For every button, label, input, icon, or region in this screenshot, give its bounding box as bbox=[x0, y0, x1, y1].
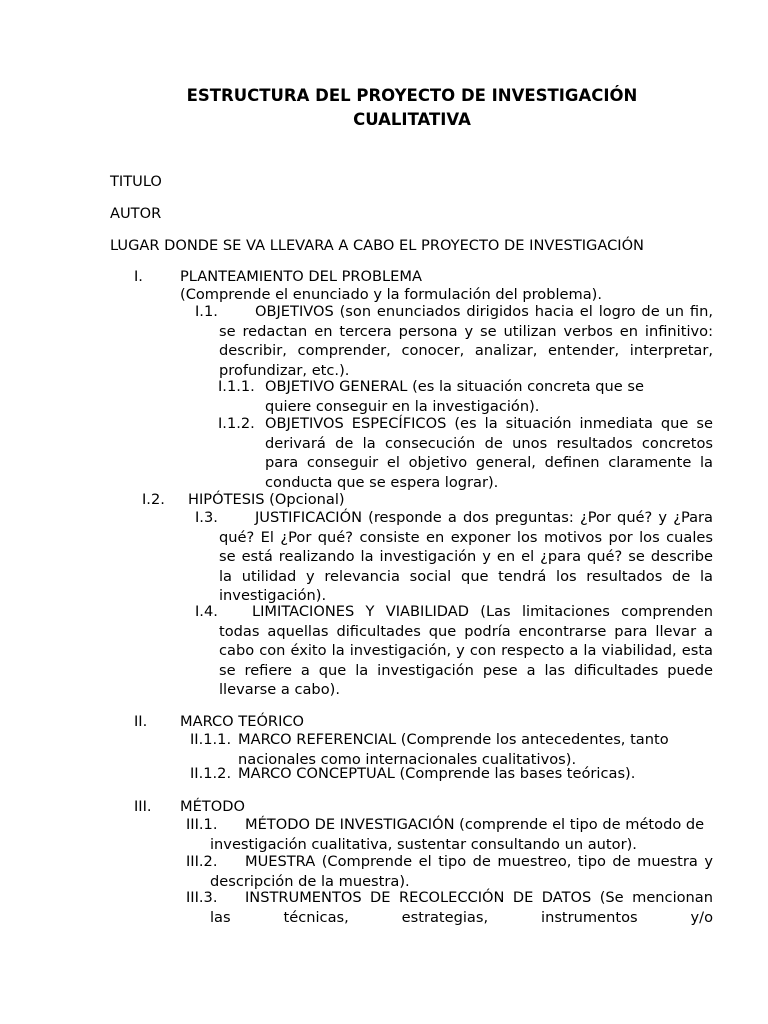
item-1-3-number: I.3. bbox=[195, 509, 218, 526]
item-1-1-1-number: I.1.1. bbox=[218, 378, 255, 395]
item-1-1-2-text: OBJETIVOS ESPECÍFICOS (es la situación inmediata que se derivará de la consecución de unos resultados concretos para conseguir el objetivo general, definen claramente la conducta que se espera lograr). bbox=[265, 415, 713, 491]
item-3-1 bbox=[186, 815, 713, 854]
header-autor: AUTOR bbox=[110, 205, 162, 222]
item-1-1 bbox=[195, 302, 713, 380]
section-2-heading: MARCO TEÓRICO bbox=[180, 713, 305, 730]
item-1-2-text: HIPÓTESIS (Opcional) bbox=[188, 491, 345, 508]
section-1-number: I. bbox=[134, 268, 143, 285]
item-1-4-text: LIMITACIONES Y VIABILIDAD (Las limitaciones comprenden todas aquellas dificultades que podría encontrarse para llevar a cabo con éxito la investigación, y con respecto a la viabilidad, esta se refiere a que la investigación pese a las dificultades puede llevarse a cabo). bbox=[219, 603, 713, 698]
item-2-1-1-text: MARCO REFERENCIAL (Comprende los antecedentes, tanto nacionales como internacionales cualitativos). bbox=[238, 731, 669, 768]
item-2-1-2-text: MARCO CONCEPTUAL (Comprende las bases teóricas). bbox=[238, 765, 636, 782]
item-3-3-text: INSTRUMENTOS DE RECOLECCIÓN DE DATOS (Se mencionan las técnicas, estrategias, instrumentos y/o bbox=[210, 889, 713, 926]
item-1-2-number: I.2. bbox=[142, 491, 165, 508]
item-3-2-text: MUESTRA (Comprende el tipo de muestreo, tipo de muestra y descripción de la muestra). bbox=[210, 853, 713, 890]
item-1-1-number: I.1. bbox=[195, 303, 218, 320]
item-1-2 bbox=[142, 490, 688, 510]
document-title bbox=[110, 84, 714, 132]
section-1-heading: PLANTEAMIENTO DEL PROBLEMA bbox=[180, 268, 422, 285]
section-2-number: II. bbox=[134, 713, 148, 730]
section-3-heading: MÉTODO bbox=[180, 798, 245, 815]
item-1-4-number: I.4. bbox=[195, 603, 218, 620]
title-line-2: CUALITATIVA bbox=[353, 110, 471, 129]
item-1-1-1 bbox=[218, 377, 713, 416]
item-3-3-number: III.3. bbox=[186, 889, 218, 906]
section-3-number: III. bbox=[134, 798, 152, 815]
item-3-1-text: MÉTODO DE INVESTIGACIÓN (comprende el tipo de método de investigación cualitativa, sustentar consultando un autor). bbox=[210, 816, 705, 853]
item-2-1-1-number: II.1.1. bbox=[190, 731, 232, 748]
item-3-3 bbox=[186, 888, 713, 927]
section-1-note: (Comprende el enunciado y la formulación del problema). bbox=[180, 286, 603, 303]
header-titulo: TITULO bbox=[110, 173, 162, 190]
item-1-4 bbox=[195, 602, 713, 700]
item-3-1-number: III.1. bbox=[186, 816, 218, 833]
item-1-3-text: JUSTIFICACIÓN (responde a dos preguntas: ¿Por qué? y ¿Para qué? El ¿Por qué? consiste en exponer los motivos por los cuales se está realizando la investigación y en el ¿para qué? se describe la utilidad y relevancia social que tendrá los resultados de la investigación). bbox=[219, 509, 713, 604]
item-3-2-number: III.2. bbox=[186, 853, 218, 870]
header-lugar: LUGAR DONDE SE VA LLEVARA A CABO EL PROYECTO DE INVESTIGACIÓN bbox=[110, 237, 644, 254]
item-1-3 bbox=[195, 508, 713, 606]
item-2-1-2-number: II.1.2. bbox=[190, 765, 232, 782]
item-1-1-2 bbox=[218, 414, 713, 492]
item-3-2 bbox=[186, 852, 713, 891]
item-1-1-2-number: I.1.2. bbox=[218, 415, 255, 432]
item-1-1-text: OBJETIVOS (son enunciados dirigidos hacia el logro de un fin, se redactan en tercera persona y se utilizan verbos en infinitivo: describir, comprender, conocer, analizar, entender, interpretar, profundizar, etc.). bbox=[219, 303, 713, 379]
item-2-1-2 bbox=[190, 764, 713, 784]
item-1-1-1-text: OBJETIVO GENERAL (es la situación concreta que se quiere conseguir en la investigación). bbox=[265, 378, 644, 415]
title-line-1: ESTRUCTURA DEL PROYECTO DE INVESTIGACIÓN bbox=[186, 86, 638, 105]
